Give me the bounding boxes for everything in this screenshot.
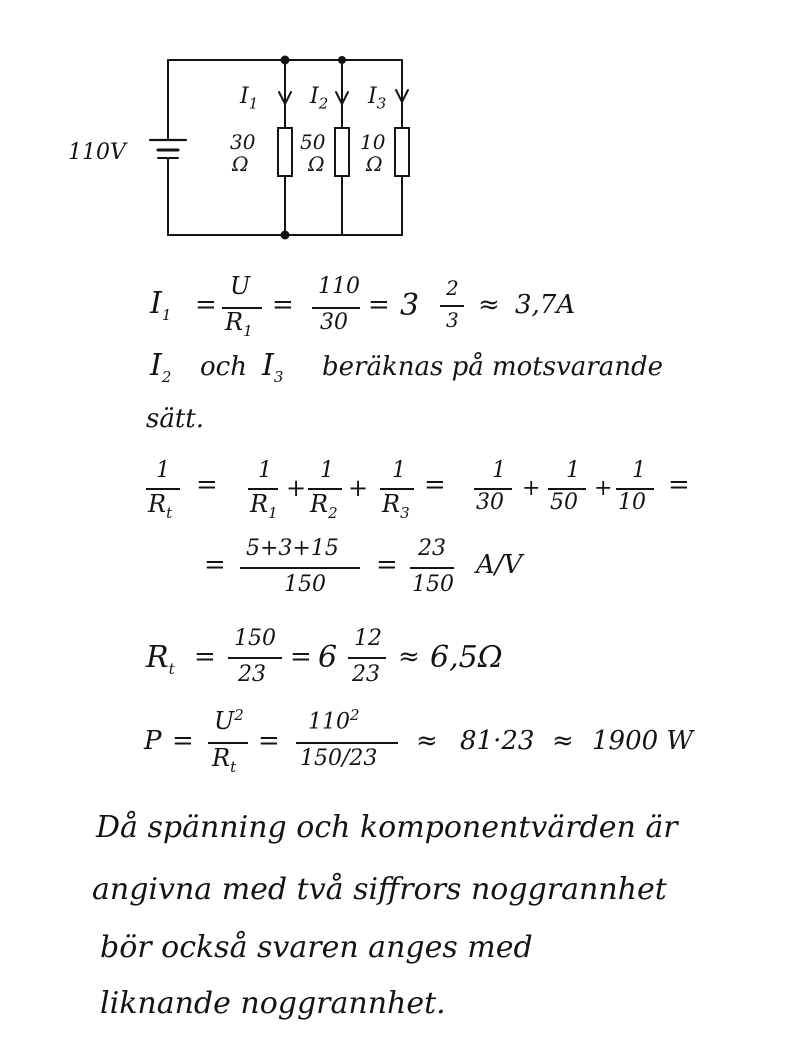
node-top-1 [282, 57, 289, 64]
eq-rt-inv-plus-1: + [286, 474, 307, 502]
r3-ohm: Ω [366, 152, 383, 176]
eq-rt-mixed-num: 12 [354, 626, 382, 651]
r2-ohm: Ω [308, 152, 325, 176]
eq-rt-inv-t3-den: $R_3$ [382, 490, 410, 522]
eq-rt-inv-d1: 30 [476, 490, 504, 515]
text-och: och [200, 352, 247, 382]
text-i3: $I_3$ [262, 348, 284, 386]
eq-sum-den-2: 150 [412, 572, 454, 597]
eq-p-result: 1900 W [592, 726, 694, 756]
eq-p-approx-1: ≈ [416, 726, 438, 756]
eq-rt-inv-n2: 1 [566, 458, 580, 483]
eq-i1-frac-num-u: U [230, 272, 251, 300]
resistor-r2 [335, 128, 349, 176]
current-i1-label: $I_1$ [240, 84, 259, 113]
eq-sum-num: 5+3+15 [246, 536, 339, 561]
eq-rt-approx: ≈ [398, 642, 420, 672]
conclusion-line-1: Då spänning och komponentvärden är [96, 810, 678, 845]
eq-p-lhs: P [144, 726, 162, 756]
eq-p-approx-2: ≈ [552, 726, 574, 756]
conclusion-line-3: bör också svaren anges med [100, 930, 533, 965]
eq-p-den: $R_t$ [212, 744, 237, 776]
eq-p-num: $U^2$ [214, 706, 244, 735]
resistor-r1 [278, 128, 292, 176]
eq-rt-inv-equals-1: = [196, 470, 218, 500]
current-i2-label: $I_2$ [310, 84, 329, 113]
eq-i1-equals-2: = [272, 290, 294, 320]
eq-sum-equals-2: = [376, 550, 398, 580]
eq-rt-inv-plus-4: + [594, 476, 613, 501]
text-i2: $I_2$ [150, 348, 172, 386]
conclusion-line-2: angivna med två siffrors noggrannhet [92, 872, 667, 907]
eq-sum-bar-1 [240, 566, 362, 570]
eq-rt-num: 150 [234, 626, 276, 651]
eq-sum-unit: A/V [476, 550, 523, 580]
eq-i1-whole: 3 [400, 288, 420, 323]
eq-rt-lhs: $R_t$ [146, 640, 175, 678]
resistor-r3 [395, 128, 409, 176]
eq-i1-lhs: $I_1$ [150, 286, 172, 324]
eq-sum-equals-1: = [204, 550, 226, 580]
eq-p-num-2: $110^2$ [308, 706, 360, 735]
eq-i1-result: 3,7A [515, 290, 576, 320]
eq-p-den-2: 150/23 [300, 746, 378, 771]
eq-rt-inv-t1-num: 1 [258, 458, 272, 483]
eq-rt-inv-plus-2: + [348, 474, 369, 502]
eq-i1-approx: ≈ [478, 290, 500, 320]
eq-rt-inv-t2-den: $R_2$ [310, 490, 338, 522]
text-beraknas: beräknas på motsvarande [322, 352, 663, 382]
eq-i1-equals-3: = [368, 290, 390, 320]
r1-ohm: Ω [232, 152, 249, 176]
eq-sum-num-2: 23 [418, 536, 446, 561]
node-top-2 [339, 57, 345, 63]
eq-rt-inv-n1: 1 [492, 458, 506, 483]
r2-value: 50 [300, 130, 326, 154]
eq-sum-bar-2 [410, 566, 456, 570]
eq-rt-inv-d2: 50 [550, 490, 578, 515]
eq-rt-inv-t3-num: 1 [392, 458, 406, 483]
node-bottom-1 [282, 232, 289, 239]
eq-i1-mixed-den: 3 [446, 308, 459, 332]
eq-rt-bar-2 [348, 656, 388, 660]
eq-i1-frac-den-30: 30 [320, 310, 348, 335]
eq-rt-equals-1: = [194, 642, 216, 672]
eq-rt-inv-plus-3: + [522, 476, 541, 501]
eq-p-bar-2 [296, 741, 400, 745]
r3-value: 10 [360, 130, 386, 154]
eq-rt-inv-n3: 1 [632, 458, 646, 483]
eq-rt-inv-equals-2: = [424, 470, 446, 500]
eq-i1-frac-den-r: $R_1$ [225, 308, 253, 340]
eq-rt-inv-equals-3: = [668, 470, 690, 500]
voltage-label: 110V [68, 140, 126, 165]
eq-rt-result: 6,5Ω [430, 640, 503, 675]
eq-rt-equals-2: = [290, 642, 312, 672]
eq-sum-den: 150 [284, 572, 326, 597]
eq-rt-den: 23 [238, 662, 266, 687]
eq-rt-inv-lhs-num: 1 [156, 458, 170, 483]
r1-value: 30 [230, 130, 256, 154]
conclusion-line-4: liknande noggrannhet. [100, 986, 446, 1021]
eq-rt-inv-t2-num: 1 [320, 458, 334, 483]
eq-rt-inv-lhs-den: $R_t$ [148, 490, 173, 522]
eq-rt-mixed-den: 23 [352, 662, 380, 687]
current-i3-label: $I_3$ [368, 84, 387, 113]
eq-rt-inv-d3: 10 [618, 490, 646, 515]
eq-rt-inv-t1-den: $R_1$ [250, 490, 278, 522]
eq-p-equals-2: = [258, 726, 280, 756]
eq-rt-bar-1 [228, 656, 284, 660]
text-satt: sätt. [146, 404, 205, 434]
eq-p-equals-1: = [172, 726, 194, 756]
eq-p-mid: 81·23 [460, 726, 535, 756]
circuit-diagram [0, 0, 800, 260]
eq-i1-frac-num-110: 110 [318, 274, 360, 299]
eq-i1-mixed-num: 2 [446, 276, 459, 300]
eq-i1-equals-1: = [195, 290, 217, 320]
eq-rt-whole: 6 [318, 640, 338, 675]
